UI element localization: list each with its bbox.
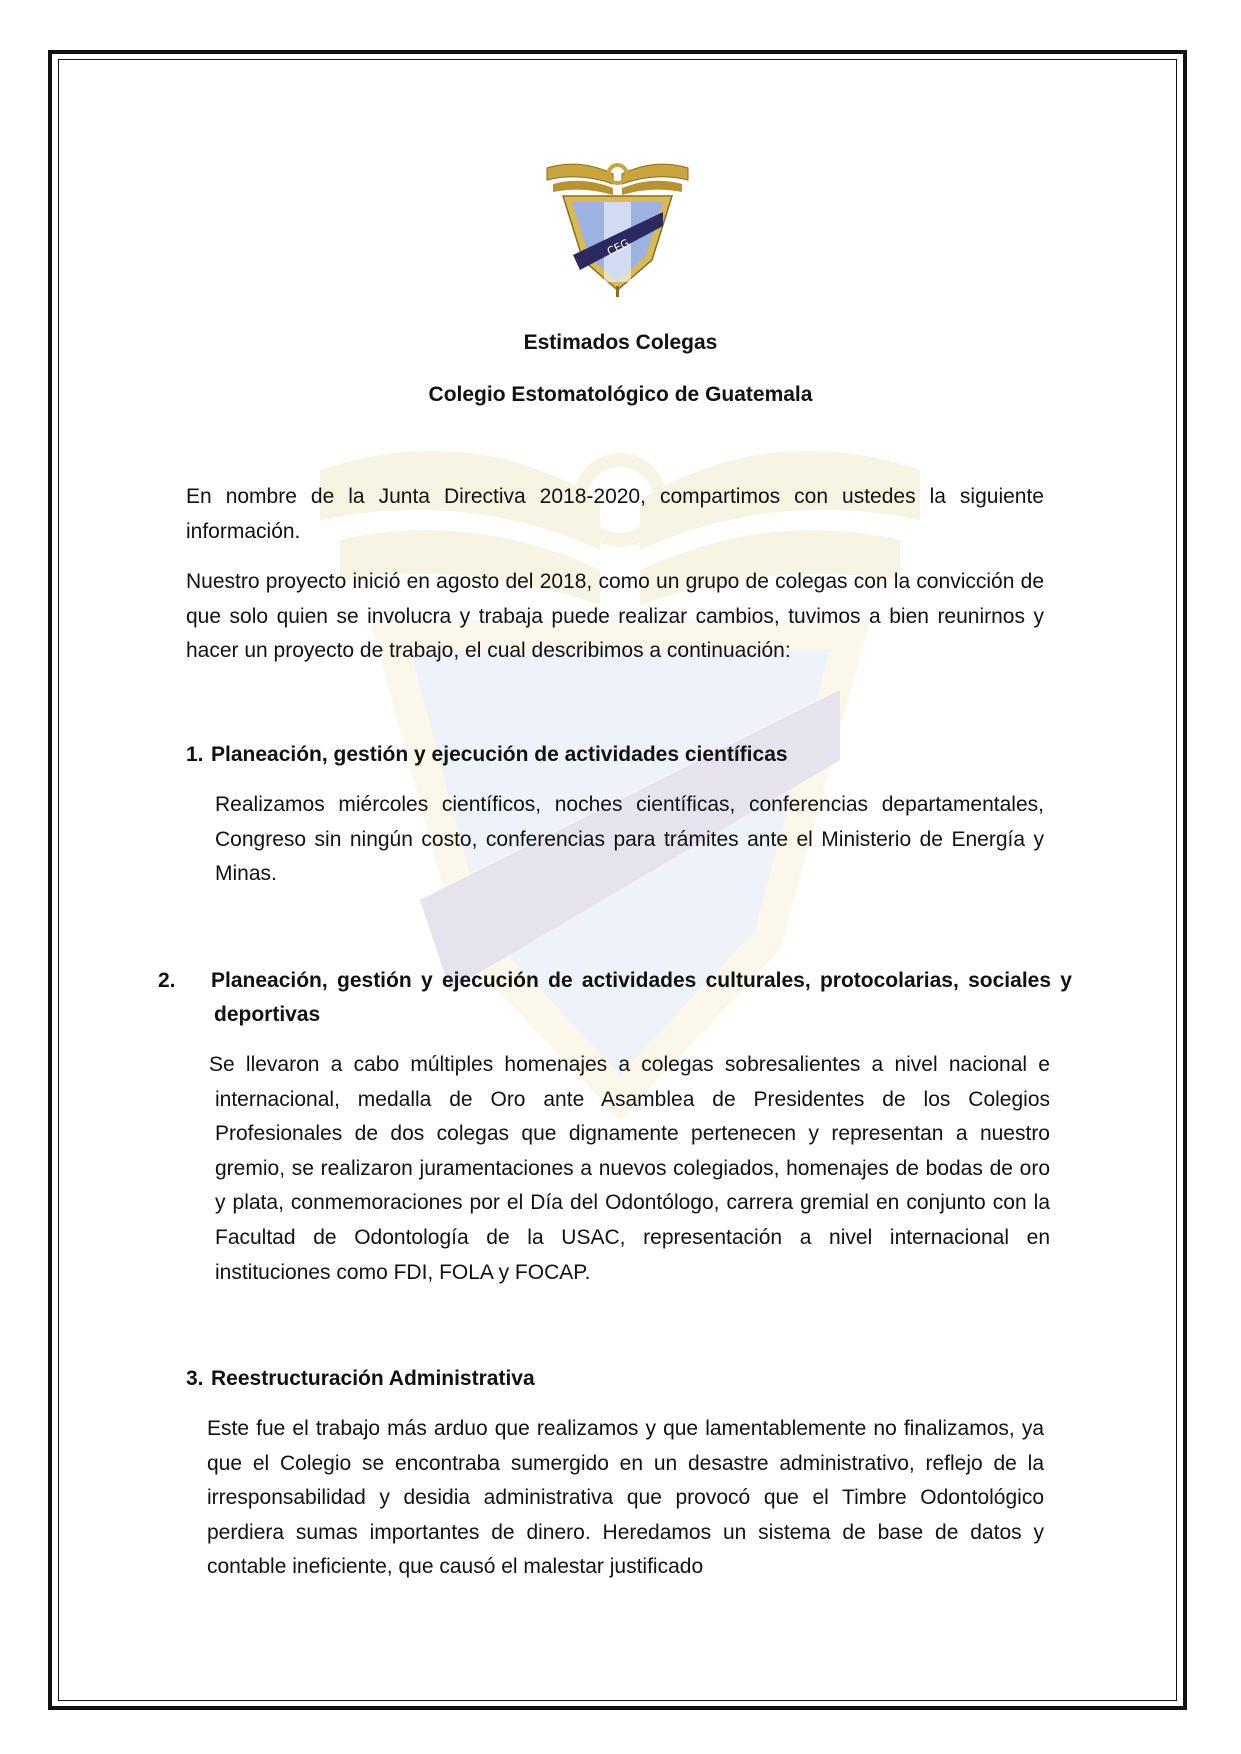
logo-monogram: CEG [604, 236, 632, 259]
section-2-heading [158, 964, 1072, 1032]
organization-title: Colegio Estomatológico de Guatemala [428, 383, 813, 406]
ceg-logo [545, 160, 690, 298]
section-1-body: Realizamos miércoles científicos, noches científicas, conferencias departamentales, Congreso sin ningún costo, conferencias para trámites ante el Ministerio de Energía y Minas. [215, 793, 1044, 886]
section-2-body: Se llevaron a cabo múltiples homenajes a colegas sobresalientes a nivel nacional e internacional, medalla de Oro ante Asamblea de Presidentes de los Colegios Profesionales de dos colegas que dignamente pertenecen y representan a nuestro gremio, se realizaron juramentaciones a nuevos colegiados, homenajes de bodas de oro y plata, conmemoraciones por el Día del Odontólogo, carrera gremial en conjunto con la Facultad de Odontología de la USAC, representación a nivel internacional en instituciones como FDI, FOLA y FOCAP. [209, 1053, 1050, 1284]
section-3-number: 3. [186, 1367, 204, 1390]
section-1-heading [186, 738, 1044, 772]
section-3-heading [186, 1362, 1044, 1396]
greeting-title: Estimados Colegas [523, 331, 718, 354]
section-3-body: Este fue el trabajo más arduo que realizamos y que lamentablemente no finalizamos, ya que el Colegio se encontraba sumergido en un desastre administrativo, reflejo de la irresponsabilidad y desidia administrativa que provocó que el Timbre Odontológico perdiera sumas importantes de dinero. Heredamos un sistema de base de datos y contable ineficiente, que causó el malestar justificado [207, 1417, 1044, 1579]
project-paragraph: Nuestro proyecto inició en agosto del 2018, como un grupo de colegas con la convicción de que solo quien se involucra y trabaja puede realizar cambios, tuvimos a bien reunirnos y hacer un proyecto de trabajo, el cual describimos a continuación: [186, 570, 1044, 663]
section-2-number: 2. [158, 969, 176, 992]
section-1-number: 1. [186, 743, 204, 766]
section-3-title: Reestructuración Administrativa [211, 1367, 535, 1390]
section-1-title: Planeación, gestión y ejecución de actividades científicas [211, 743, 788, 766]
section-2-title: Planeación, gestión y ejecución de actividades culturales, protocolarias, sociales y deportivas [211, 969, 1072, 1026]
logo-wings [547, 164, 688, 195]
intro-paragraph: En nombre de la Junta Directiva 2018-2020, compartimos con ustedes la siguiente información. [186, 485, 1044, 543]
